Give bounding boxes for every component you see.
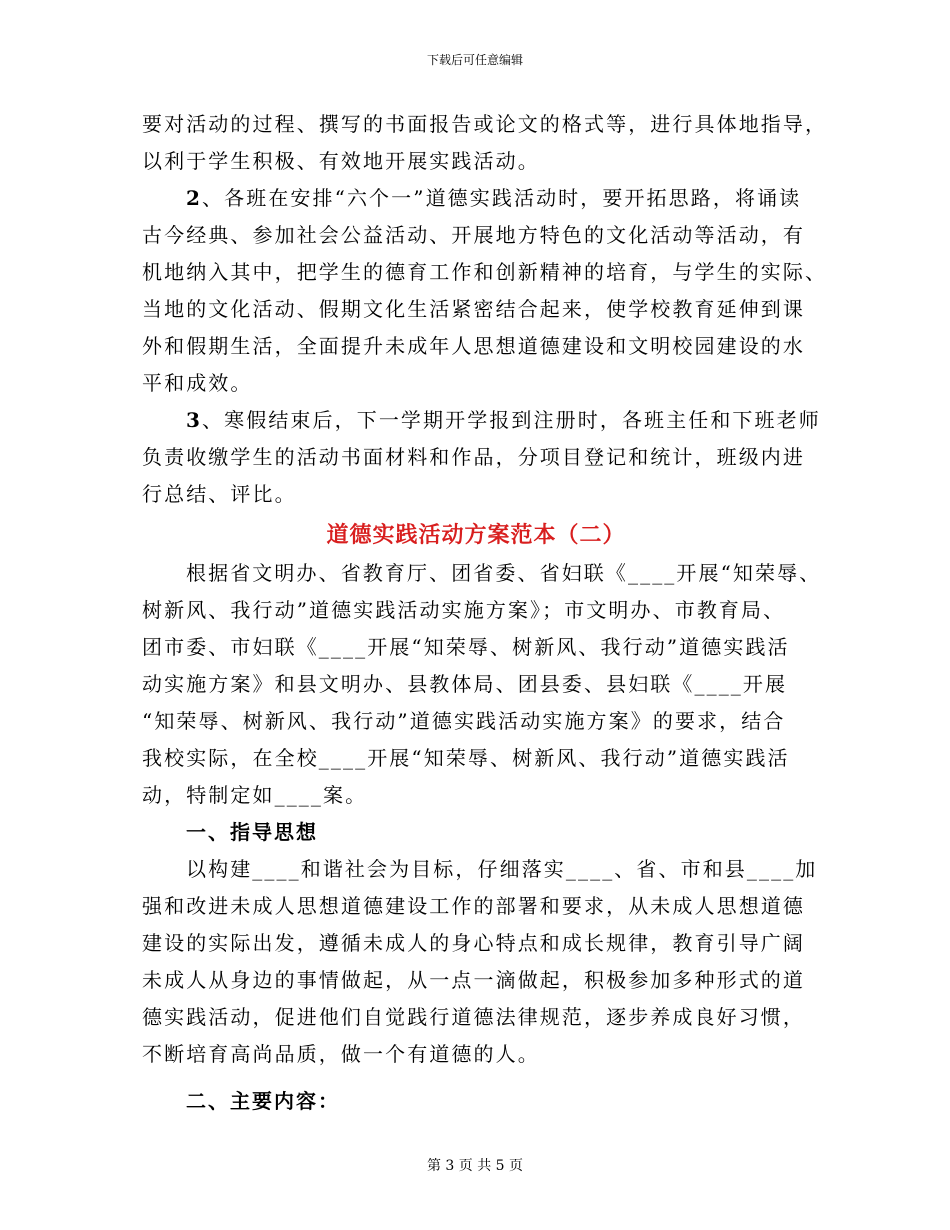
text-line: 以构建____和谐社会为目标，仔细落实____、省、市和县____加 — [186, 857, 818, 881]
text-line: 强和改进未成人思想道德建设工作的部署和要求，从未成人思想道德 — [142, 894, 805, 918]
intro-paragraph — [142, 555, 822, 814]
document-body — [142, 106, 828, 1120]
item-number: 3 — [186, 408, 203, 432]
item-3-paragraph — [142, 402, 821, 513]
heading-guiding-ideology: 一、指导思想 — [186, 820, 318, 844]
text-line: 负责收缴学生的活动书面材料和作品，分项目登记和统计，班级内进 — [142, 445, 805, 469]
text-line — [142, 402, 821, 439]
item-number: 2 — [186, 186, 203, 210]
text-line: 机地纳入其中，把学生的德育工作和创新精神的培育，与学生的实际、 — [142, 260, 828, 284]
text-line: 建设的实际出发，遵循未成人的身心特点和成长规律，教育引导广阔 — [142, 931, 805, 955]
text-line: 以利于学生积极、有效地开展实践活动。 — [142, 149, 540, 173]
text-line: 未成人从身边的事情做起，从一点一滴做起，积极参加多种形式的道 — [142, 968, 805, 992]
text-line: “知荣辱、树新风、我行动”道德实践活动实施方案》的要求，结合 — [142, 709, 786, 733]
text-fragment: 、各班在安排“六个一”道德实践活动时，要开拓思路，将诵读 — [202, 186, 802, 210]
page-number: 第 3 页 共 5 页 — [426, 1158, 524, 1174]
text-fragment: 、寒假结束后，下一学期开学报到注册时，各班主任和下班老师 — [202, 408, 821, 432]
section-title: 道德实践活动方案范本（二） — [326, 522, 626, 548]
text-line: 动实施方案》和县文明办、县教体局、团县委、县妇联《____开展 — [142, 672, 788, 696]
text-line: 德实践活动，促进他们自觉践行道德法律规范，逐步养成良好习惯， — [142, 1005, 805, 1029]
text-line: 我校实际，在全校____开展“知荣辱、树新风、我行动”道德实践活 — [142, 746, 790, 770]
text-line: 当地的文化活动、假期文化生活紧密结合起来，使学校教育延伸到课 — [142, 297, 805, 321]
text-line: 行总结、评比。 — [142, 482, 297, 506]
page-header: 下载后可任意编辑 — [426, 53, 523, 67]
continuation-paragraph — [142, 106, 828, 180]
text-line: 动，特制定如____案。 — [142, 783, 368, 807]
text-line: 不断培育高尚品质，做一个有道德的人。 — [142, 1042, 540, 1066]
text-line: 外和假期生活，全面提升未成年人思想道德建设和文明校园建设的水 — [142, 334, 805, 358]
text-line — [142, 180, 810, 217]
guiding-paragraph — [142, 851, 818, 1073]
text-line: 平和成效。 — [142, 371, 253, 395]
text-line: 要对活动的过程、撰写的书面报告或论文的格式等，进行具体地指导， — [142, 112, 828, 136]
text-line: 团市委、市妇联《____开展“知荣辱、树新风、我行动”道德实践活 — [142, 635, 790, 659]
text-line: 古今经典、参加社会公益活动、开展地方特色的文化活动等活动，有 — [142, 223, 805, 247]
item-2-paragraph — [142, 180, 828, 402]
text-line: 根据省文明办、省教育厅、团省委、省妇联《____开展“知荣辱、 — [186, 561, 822, 585]
heading-main-content: 二、主要内容： — [186, 1089, 340, 1113]
text-line: 树新风、我行动”道德实践活动实施方案》；市文明办、市教育局、 — [142, 598, 786, 622]
